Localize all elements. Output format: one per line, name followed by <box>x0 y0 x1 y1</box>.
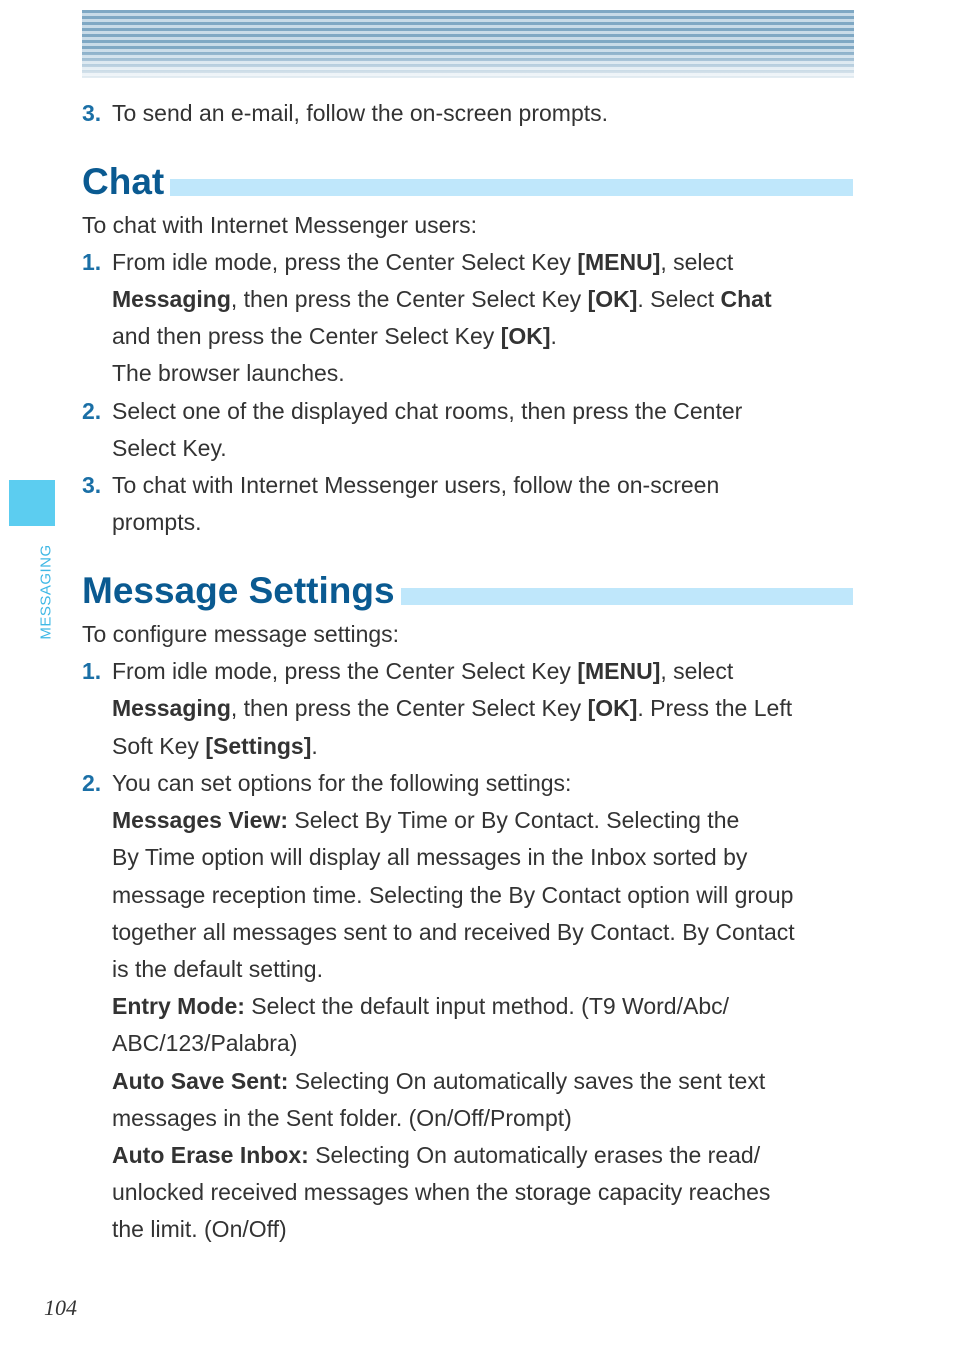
setting-auto-save-sent: Auto Save Sent: Selecting On automatically saves the sent text <box>112 1068 766 1094</box>
step-number: 1. <box>82 249 102 275</box>
step-text-line: Messaging, then press the Center Select Key [OK]. Select Chat <box>112 286 772 312</box>
step-text-line: To chat with Internet Messenger users, follow the on-screen <box>112 472 720 498</box>
step-text-line: and then press the Center Select Key [OK]. <box>112 323 557 349</box>
page-number: 104 <box>44 1295 77 1320</box>
header-decoration-fade <box>82 48 854 80</box>
step-text-line: From idle mode, press the Center Select Key [MENU], select <box>112 658 734 684</box>
step-text-line: From idle mode, press the Center Select Key [MENU], select <box>112 249 734 275</box>
section-intro: To chat with Internet Messenger users: <box>82 212 478 238</box>
step-text-line: You can set options for the following settings: <box>112 770 572 796</box>
section-heading-message-settings: Message Settings <box>82 569 401 613</box>
setting-messages-view: Messages View: Select By Time or By Contact. Selecting the <box>112 807 740 833</box>
step-number: 2. <box>82 770 102 796</box>
section-side-label: MESSAGING <box>37 544 55 640</box>
step-text-line: the limit. (On/Off) <box>112 1216 287 1242</box>
step-text-line: together all messages sent to and received By Contact. By Contact <box>112 919 795 945</box>
section-tab-marker <box>9 480 55 526</box>
step-text-line: prompts. <box>112 509 202 535</box>
step-text-line: messages in the Sent folder. (On/Off/Prompt) <box>112 1105 572 1131</box>
step-text-line: By Time option will display all messages in the Inbox sorted by <box>112 844 748 870</box>
step-text-line: Messaging, then press the Center Select Key [OK]. Press the Left <box>112 695 793 721</box>
step-text-line: ABC/123/Palabra) <box>112 1030 298 1056</box>
step-text-line: unlocked received messages when the storage capacity reaches <box>112 1179 771 1205</box>
step-text-line: is the default setting. <box>112 956 323 982</box>
step-number: 3. <box>82 100 102 126</box>
step-text-line: Select Key. <box>112 435 227 461</box>
section-intro: To configure message settings: <box>82 621 400 647</box>
step-text-line: The browser launches. <box>112 360 345 386</box>
step-text-line: message reception time. Selecting the By Contact option will group <box>112 882 794 908</box>
heading-underline-bar <box>82 179 853 196</box>
step-text-line: Soft Key [Settings]. <box>112 733 318 759</box>
step-number: 3. <box>82 472 102 498</box>
setting-auto-erase-inbox: Auto Erase Inbox: Selecting On automatically erases the read/ <box>112 1142 761 1168</box>
section-heading-chat: Chat <box>82 160 170 204</box>
step-text-line: Select one of the displayed chat rooms, then press the Center <box>112 398 743 424</box>
step-number: 1. <box>82 658 102 684</box>
setting-entry-mode: Entry Mode: Select the default input method. (T9 Word/Abc/ <box>112 993 730 1019</box>
step-number: 2. <box>82 398 102 424</box>
step-text: To send an e-mail, follow the on-screen prompts. <box>112 100 609 126</box>
